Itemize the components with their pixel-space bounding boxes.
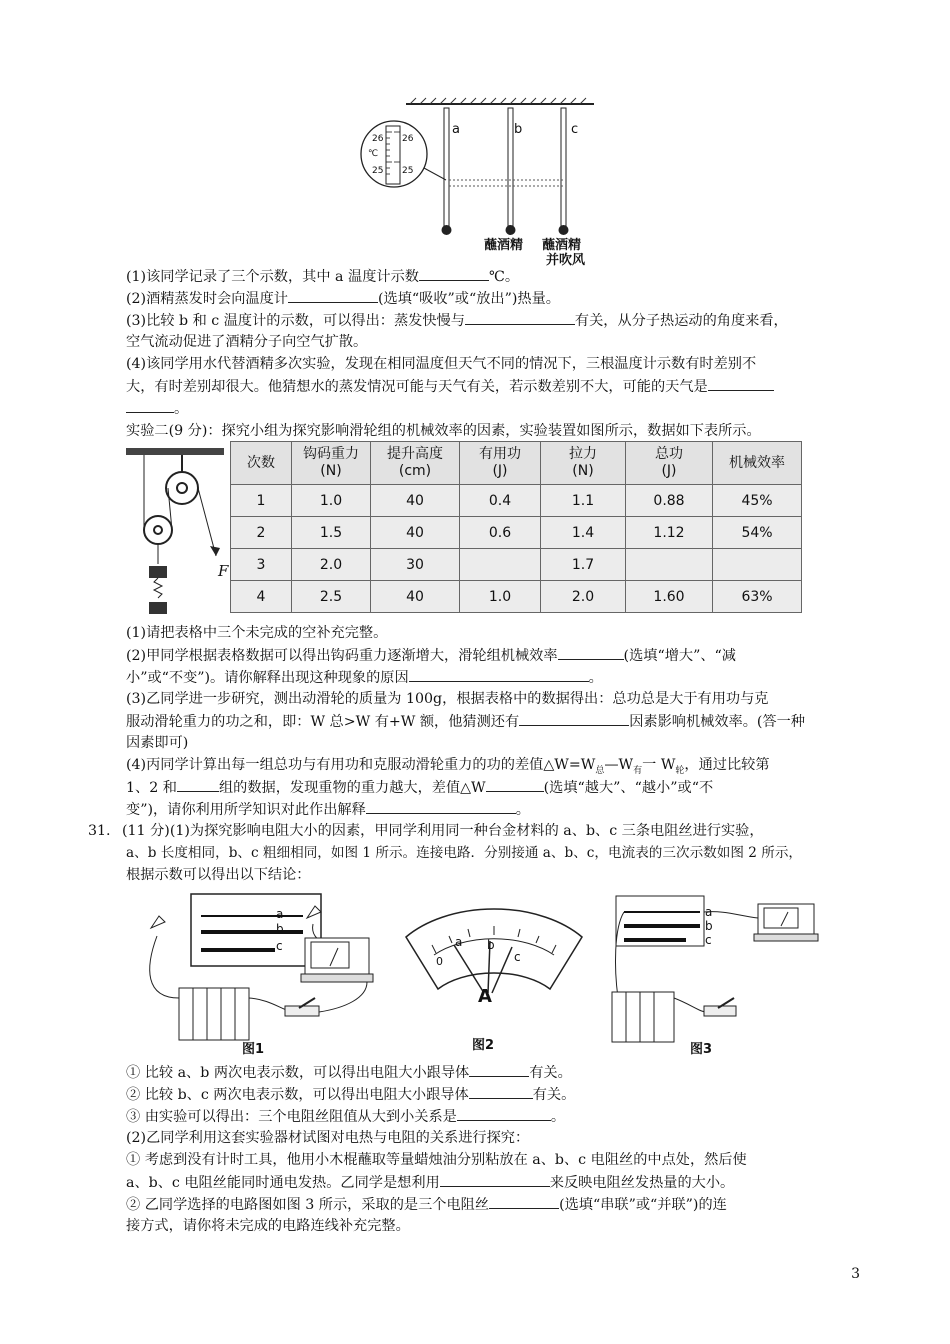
empty-cell[interactable]: [460, 549, 541, 581]
figure-3-caption: 图3: [690, 1042, 713, 1057]
thermometer-label-a: a: [452, 122, 460, 137]
answer-blank[interactable]: [126, 398, 174, 413]
efficiency-table: [230, 441, 802, 613]
exp2-question-3-line3: 因素即可): [126, 735, 189, 751]
figure-2-caption: 图2: [472, 1038, 495, 1053]
table-row: 3 2.0 30 1.7: [231, 549, 802, 581]
thermometer-c-caption: 蘸酒精: [542, 238, 582, 253]
wire-label-a: a: [276, 907, 284, 921]
answer-blank[interactable]: [558, 645, 624, 660]
answer-blank[interactable]: [486, 777, 544, 792]
answer-blank[interactable]: [489, 1194, 559, 1209]
answer-blank[interactable]: [457, 1106, 551, 1121]
table-row: 1 1.0 40 0.4 1.1 0.88 45%: [231, 485, 802, 517]
circuit-figure-3: [600, 888, 830, 1053]
answer-blank[interactable]: [288, 288, 378, 303]
answer-blank[interactable]: [469, 1062, 529, 1077]
answer-blank[interactable]: [519, 711, 629, 726]
dial-label-b: b: [487, 938, 495, 952]
exp2-question-4-line3: 变”)，请你利用所学知识对此作出解释 。: [126, 799, 862, 820]
question-1-4-line3: 。: [126, 398, 862, 419]
question-1-4: (4)该同学用水代替酒精多次实验，发现在相同温度但天气不同的情况下，三根温度计示数有时差别不: [126, 356, 757, 372]
question-31-intro: (11 分)(1)为探究影响电阻大小的因素，甲同学利用同一种台金材料的 a、b、c 三条电阻丝进行实验，: [122, 823, 764, 839]
question-31-intro-line2: a、b 长度相同，b、c 粗细相同，如图 1 所示。连接电路．分别接通 a、b、c，电流表的三次示数如图 2 所示，: [126, 845, 803, 861]
scale-top-left: 26: [372, 134, 384, 144]
wire-label-b: b: [276, 922, 284, 936]
thermometer-label-c: c: [571, 122, 579, 137]
dial-label-a: a: [455, 935, 463, 949]
answer-blank[interactable]: [177, 777, 219, 792]
q31-statement-1: ① 比较 a、b 两次电表示数，可以得出电阻大小跟导体 有关。: [126, 1062, 862, 1083]
experiment-2-intro: 实验二(9 分)：探究小组为探究影响滑轮组的机械效率的因素，实验装置如图所示，数据如下表所示。: [126, 423, 761, 439]
question-31-intro-line3: 根据示数可以得出以下结论：: [126, 867, 311, 883]
answer-blank[interactable]: [440, 1172, 550, 1187]
thermometer-b-caption: 蘸酒精: [484, 238, 524, 253]
wire-label-c: c: [276, 939, 283, 953]
force-label: F: [218, 562, 229, 580]
dial-unit-letter: A: [478, 986, 492, 1007]
empty-cell[interactable]: [626, 549, 713, 581]
header-weight: 钩码重力 (N): [292, 442, 371, 485]
q31-part-2-2-line2: 接方式，请你将未完成的电路连线补充完整。: [126, 1218, 410, 1234]
dial-label-c: c: [514, 950, 521, 964]
question-1-3-line2: 空气流动促进了酒精分子向空气扩散。: [126, 334, 368, 350]
fig3-wire-label-a: a: [705, 905, 713, 919]
question-31-number: 31.: [88, 823, 111, 839]
ammeter-dial-figure: [400, 893, 588, 1013]
scale-top-right: 26: [402, 134, 414, 144]
header-useful-work: 有用功 (J): [460, 442, 541, 485]
header-efficiency: 机械效率: [713, 442, 802, 485]
exp2-question-4-line2: 1、2 和 组的数据，发现重物的重力越大，差值△W (选填“越大”、“越小”或“不: [126, 777, 862, 798]
exp2-question-1: (1)请把表格中三个未完成的空补充完整。: [126, 625, 388, 641]
question-1-3: (3)比较 b 和 c 温度计的示数，可以得出：蒸发快慢与 有关，从分子热运动的角度来看，: [126, 310, 862, 331]
question-1-2: (2)酒精蒸发时会向温度计 (选填“吸收”或“放出”)热量。: [126, 288, 862, 309]
header-trials: 次数: [231, 442, 292, 485]
q31-part-2: (2)乙同学利用这套实验器材试图对电热与电阻的关系进行探究：: [126, 1130, 530, 1146]
fig3-wire-label-b: b: [705, 919, 713, 933]
q31-part-2-2: ② 乙同学选择的电路图如图 3 所示，采取的是三个电阻丝 (选填“串联”或“并联”)的连: [126, 1194, 862, 1215]
empty-cell[interactable]: [713, 549, 802, 581]
pulley-figure: [124, 444, 228, 624]
answer-blank[interactable]: [469, 1084, 533, 1099]
exp2-question-3-line2: 服动滑轮重力的功之和，即：W 总>W 有+W 额，他猜测还有 因素影响机械效率。(答一种: [126, 711, 862, 732]
table-row: 2 1.5 40 0.6 1.4 1.12 54%: [231, 517, 802, 549]
fig3-wire-label-c: c: [705, 933, 712, 947]
thermometer-label-b: b: [514, 122, 523, 137]
scale-mid-right: 25: [402, 166, 414, 176]
exp2-question-3: (3)乙同学进一步研究，测出动滑轮的质量为 100g，根据表格中的数据得出：总功总是大于有用功与克: [126, 691, 769, 707]
thermometer-c-caption-2: 并吹风: [546, 253, 586, 268]
answer-blank[interactable]: [465, 310, 575, 325]
page-number: 3: [851, 1266, 860, 1282]
scale-unit: ℃: [368, 149, 379, 159]
question-1-1: (1)该同学记录了三个示数，其中 a 温度计示数 ℃。: [126, 266, 862, 287]
q31-statement-2: ② 比较 b、c 两次电表示数，可以得出电阻大小跟导体 有关。: [126, 1084, 862, 1105]
answer-blank[interactable]: [419, 266, 489, 281]
circuit-figure-1: [135, 888, 380, 1058]
question-1-4-line2: 大，有时差别却很大。他猜想水的蒸发情况可能与天气有关，若示数差别不大，可能的天气是: [126, 376, 862, 397]
table-row: 4 2.5 40 1.0 2.0 1.60 63%: [231, 581, 802, 613]
exp2-question-2-line2: 小”或“不变”)。请你解释出现这种现象的原因 。: [126, 667, 862, 688]
figure-1-caption: 图1: [242, 1042, 265, 1057]
exp2-question-4: (4)丙同学计算出每一组总功与有用功和克服动滑轮重力的功的差值$\triangle W=W_总—W_有$一 $W_轮$，通过比较第: [126, 757, 770, 776]
dial-zero-label: 0: [436, 955, 443, 968]
q31-part-2-1-line2: a、b、c 电阻丝能同时通电发热。乙同学是想利用 来反映电阻丝发热量的大小。: [126, 1172, 862, 1193]
q31-part-2-1: ① 考虑到没有计时工具，他用小木棍蘸取等量蜡烛油分别粘放在 a、b、c 电阻丝的中点处，然后使: [126, 1152, 747, 1168]
header-pull-force: 拉力 (N): [541, 442, 626, 485]
answer-blank[interactable]: [409, 667, 589, 682]
q31-statement-3: ③ 由实验可以得出：三个电阻丝阻值从大到小关系是 。: [126, 1106, 862, 1127]
answer-blank[interactable]: [366, 799, 516, 814]
exp2-question-2: (2)甲同学根据表格数据可以得出钩码重力逐渐增大，滑轮组机械效率 (选填“增大”、“减: [126, 645, 862, 666]
scale-mid-left: 25: [372, 166, 384, 176]
header-height: 提升高度 (cm): [371, 442, 460, 485]
header-total-work: 总功 (J): [626, 442, 713, 485]
answer-blank[interactable]: [708, 376, 774, 391]
